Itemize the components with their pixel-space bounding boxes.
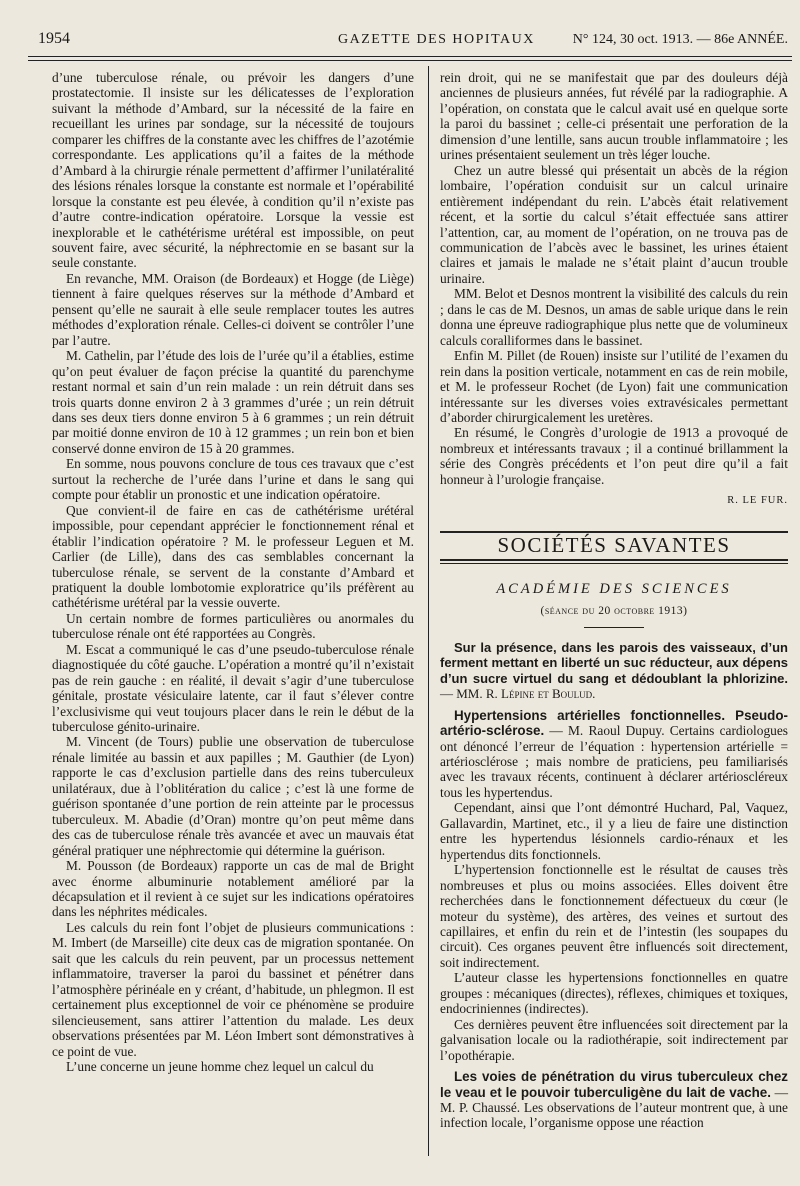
journal-title: GAZETTE DES HOPITAUX <box>338 32 535 47</box>
article-title-text: Hypertensions artérielles fonctionnelles. Pseudo-artério-sclérose. <box>440 707 788 739</box>
paragraph: Enfin M. Pillet (de Rouen) insiste sur l’utilité de l’examen du rein dans la position verticale, notamment en cas de rein mobile, et M. le professeur Rochet (de Lyon) fait une communication intéressante sur les diverses voies extravésicales permettant d’aborder chirurgicalement les uretères. <box>440 348 788 425</box>
article-authors: — MM. R. Lépine et Boulud. <box>440 686 596 702</box>
paragraph: En somme, nous pouvons conclure de tous ces travaux que c’est surtout la recherche de l’urée dans l’urine et dans le sang qui compte pour établir un pronostic et une indication opératoire. <box>52 456 414 503</box>
issue-info: N° 124, 30 oct. 1913. — 86e ANNÉE. <box>572 32 788 47</box>
article-lead-text: — M. Raoul Dupuy. Certains cardiologues ont dénoncé l’erreur de l’équation : hypertension artérielle = artériosclérose ; mais nombre de praticiens, peu familiarisés avec les travaux récents, continuent à déclarer artérioscléreux tous les hypertendus. <box>440 723 788 800</box>
article-title <box>440 640 788 702</box>
paragraph: M. Cathelin, par l’étude des lois de l’urée qu’il a établies, estime qu’on peut évaluer de façon précise la quantité du parenchyme restant normal et sain d’un rein malade : un rein détruit dans ses trois quarts donne environ 2 à 3 grammes d’urée ; un rein détruit dans ses deux tiers donne environ 5 à 6 grammes ; un rein détruit par moitié donne environ de 10 à 12 grammes ; un rein bon et bien conservé donne environ de 15 à 20 grammes. <box>52 348 414 456</box>
paragraph: Un certain nombre de formes particulières ou anormales du tuberculose rénale ont été rapportées au Congrès. <box>52 610 414 642</box>
paragraph: MM. Belot et Desnos montrent la visibilité des calculs du rein ; dans le cas de M. Desnos, un amas de sable urique dans le rein donna une épreuve radiographique plus nette que de volumineux calculs coralliformes dans le bassinet. <box>440 286 788 348</box>
paragraph: M. Pousson (de Bordeaux) rapporte un cas de mal de Bright avec énorme albuminurie notablement amélioré par la décapsulation et il revient à ce sujet sur les indications opératoires dans les néphrites médicales. <box>52 858 414 920</box>
paragraph: En résumé, le Congrès d’urologie de 1913 a provoqué de nombreux et intéressants travaux ; il a continué brillamment la série des Congrès précédents et l’on peut dire qu’il a fait honneur à l’urologie française. <box>440 425 788 487</box>
banner-rule <box>440 563 788 564</box>
academy-heading: ACADÉMIE DES SCIENCES <box>496 581 732 598</box>
article-lead-text: — M. P. Chaussé. Les observations de l’auteur montrent que, à une infection locale, l’organisme oppose une réaction <box>440 1084 788 1131</box>
paragraph: L’auteur classe les hypertensions fonctionnelles en quatre groupes : mécaniques (directes), réflexes, chimiques et toxiques, endocriniennes (indirectes). <box>440 970 788 1017</box>
session-date: (séance du 20 octobre 1913) <box>540 604 688 617</box>
article-lead <box>440 708 788 801</box>
paragraph: rein droit, qui ne se manifestait que par des douleurs déjà anciennes de plusieurs années, fut révélé par la radiographie. A l’opération, on constata que le calcul avait usé en quelque sorte la paroi du bassinet ; celle-ci présentait une perforation de la dimension d’une lentille, sans aucun trouble inflammatoire ; les urines présentaient seulement un très léger louche. <box>440 70 788 163</box>
section-banner: SOCIÉTÉS SAVANTES <box>440 531 788 561</box>
paragraph: d’une tuberculose rénale, ou prévoir les dangers d’une prostatectomie. Il insiste sur les délicatesses de l’exploration suivant la méthode d’Ambard, sur la nécessité de la faire en recueillant les urines par sondage, sur la nécessité de toujours comparer les chiffres de la constante avec les chiffres de l’azotémie correspondante. Les applications qu’il a faites de la méthode d’Ambard à la chirurgie rénale permettent d’affirmer l’unilatéralité des lésions rénales lorsque la constante est normale et l’opérabilité lorsque la constante est peu élevée, à condition qu’il n’existe pas d’autre contre-indication opératoire. Lorsque la vessie est inexplorable et le cathétérisme urétéral est impossible, on peut souvent faire, avec sécurité, la néphrectomie en se basant sur la seule constante. <box>52 70 414 271</box>
paragraph: M. Vincent (de Tours) publie une observation de tuberculose rénale limitée au bassin et aux papilles ; M. Gauthier (de Lyon) rapporte le cas d’exclusion partielle dans des reins tuberculeux unilatéraux, due à l’oblitération du calice ; c’est là une forme de guérison spontanée d’une portion de rein atteinte par le processus tuberculeux. M. Abadie (d’Oran) montre qu’on peut même dans des cas de tuberculose rénale très avancée et avec un mauvais état général pratiquer une néphrectomie qui détermine la guérison. <box>52 734 414 858</box>
short-rule <box>584 627 644 628</box>
left-column <box>52 70 414 1074</box>
header-rule <box>28 56 792 57</box>
page-number: 1954 <box>38 30 70 47</box>
article-title-text: Sur la présence, dans les parois des vaisseaux, d’un ferment mettant en liberté un suc réducteur, aux dépens d’un sucre virtuel du sang et dédoublant la phlorizine. <box>440 640 788 686</box>
paragraph: En revanche, MM. Oraison (de Bordeaux) et Hogge (de Liège) tiennent à faire quelques réserves sur la méthode d’Ambard et pensent qu’elle ne saurait à elle seule remplacer toutes les autres méthodes d’exploration rénale. Celles-ci doivent se contrôler l’une par l’autre. <box>52 270 414 348</box>
paragraph: Que convient-il de faire en cas de cathétérisme urétéral impossible, pour cependant apprécier le fonctionnement rénal et établir l’indication opératoire ? M. le professeur Leguen et M. Carlier (de Lille), dans des cas semblables concernant la tuberculose rénale, se servent de la constante d’Ambard et pratiquent la double lombotomie exploratrice qu’ils préfèrent au cathétérisme urétéral par la vessie ouverte. <box>52 502 414 611</box>
paragraph: Chez un autre blessé qui présentait un abcès de la région lombaire, l’opération conduisit sur un calcul urinaire entièrement indépendant du rein. L’abcès était relativement récent, et la sortie du calcul s’était effectuée sans attirer l’attention, car, au moment de l’opération, on ne trouva pas de communication de l’abcès avec le bassinet, les urines étaient claires et jamais le malade ne s’était plaint d’aucun trouble urinaire. <box>440 162 788 286</box>
right-column <box>440 70 788 1131</box>
paragraph: Ces dernières peuvent être influencées soit directement par la galvanisation locale ou la radiothérapie, soit indirectement par l’opothérapie. <box>440 1016 788 1063</box>
paragraph: M. Escat a communiqué le cas d’une pseudo-tuberculose rénale diagnostiquée du côté gauche. L’opération a montré qu’il n’existait pas de rein gauche : en réalité, il devait s’agir d’une tuberculose génitale, prostate vésiculaire latente, car il faut s’élever contre l’exclusivisme qui veut toujours placer dans le rein le début de la tuberculose génito-urinaire. <box>52 641 414 735</box>
paragraph: Cependant, ainsi que l’ont démontré Huchard, Pal, Vaquez, Gallavardin, Martinet, etc., il y a lieu de faire une distinction entre les hypertendus lésionnels cardio-rénaux et les hypertendus dits fonctionnels. <box>440 800 788 862</box>
header-rule-2 <box>28 60 792 61</box>
page-header <box>28 26 790 52</box>
column-divider <box>428 66 429 1156</box>
article-title-text: Les voies de pénétration du virus tuberculeux chez le veau et le pouvoir tuberculigène du lait de vache. <box>440 1069 788 1100</box>
paragraph: Les calculs du rein font l’objet de plusieurs communications : M. Imbert (de Marseille) cite deux cas de migration spontanée. On sait que les calculs du rein peuvent, par un processus nettement inflammatoire, traverser la paroi du bassinet et pénétrer dans l’atmosphère périnéale en y créant, d’habitude, un phlegmon. Il est certainement plus exceptionnel de voir ce phénomène se produire silencieusement, sans attirer l’attention du malade. Les deux observations présentées par M. Léon Imbert sont démonstratives à ce point de vue. <box>52 919 414 1059</box>
article-lead <box>440 1069 788 1131</box>
paragraph: L’une concerne un jeune homme chez lequel un calcul du <box>66 1059 374 1074</box>
paragraph: L’hypertension fonctionnelle est le résultat de causes très nombreuses et plus ou moins associées. Elles doivent être recherchées dans le fonctionnement défectueux du cœur (le moteur du système), des artères, des veines et surtout des capillaires, et enfin du rein et de l’intestin (les soupapes du circuit). Ces organes peuvent être influencés soit directement, soit indirectement. <box>440 862 788 970</box>
author-signature: R. LE FUR. <box>727 495 788 507</box>
